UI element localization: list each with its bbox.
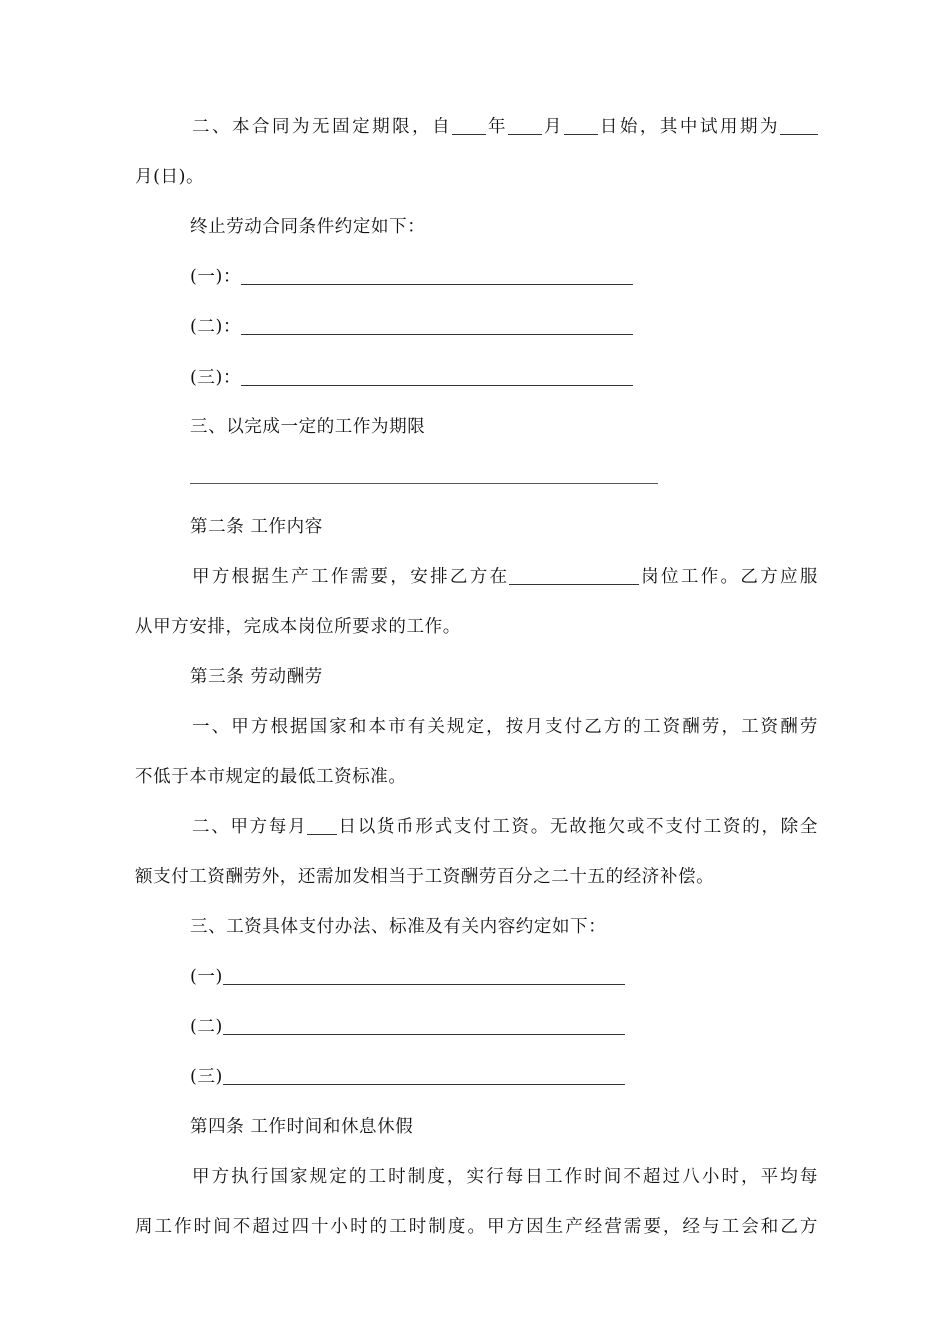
article-3-para-2-line-1: 二、甲方每月 日以货币形式支付工资。无故拖欠或不支付工资的，除全 xyxy=(192,817,818,837)
article-4-line-1: 甲方执行国家规定的工时制度，实行每日工作时间不超过八小时，平均每 xyxy=(192,1167,818,1187)
probation-blank xyxy=(780,116,818,135)
contract-term-line-2: 月(日)。 xyxy=(135,167,205,187)
month-blank xyxy=(508,116,542,135)
termination-blank-1 xyxy=(241,266,633,285)
contract-term-line xyxy=(192,115,818,139)
payday-blank xyxy=(307,816,337,835)
termination-heading: 终止劳动合同条件约定如下： xyxy=(190,217,426,237)
wage-item-2: (二) xyxy=(190,1015,625,1039)
article-2-heading: 第二条 工作内容 xyxy=(190,517,323,537)
wage-item-1: (一) xyxy=(190,965,625,989)
month-label: 月 xyxy=(542,117,564,137)
wage-item-3: (三) xyxy=(190,1065,625,1089)
article-4-line-2: 周工作时间不超过四十小时的工时制度。甲方因生产经营需要，经与工会和乙方 xyxy=(135,1217,818,1237)
wage-blank-3 xyxy=(223,1066,625,1085)
article-3-para-2-line-2: 额支付工资酬劳外，还需加发相当于工资酬劳百分之二十五的经济补偿。 xyxy=(135,867,715,887)
wage-blank-2 xyxy=(223,1016,625,1035)
termination-blank-3 xyxy=(241,367,633,386)
task-based-term-blank xyxy=(190,483,658,484)
article-3-heading: 第三条 劳动酬劳 xyxy=(190,667,323,687)
article-3-para-1-line-2: 不低于本市规定的最低工资标准。 xyxy=(135,767,407,787)
article-3-para-1-line-1: 一、甲方根据国家和本市有关规定，按月支付乙方的工资酬劳，工资酬劳 xyxy=(192,717,818,737)
article-2-line-2: 从甲方安排，完成本岗位所要求的工作。 xyxy=(135,617,461,637)
year-label: 年 xyxy=(486,117,509,137)
day-blank xyxy=(564,116,598,135)
task-based-term-heading: 三、以完成一定的工作为期限 xyxy=(190,417,426,437)
probation-text: 日始，其中试用期为 xyxy=(597,117,780,137)
termination-item-3: (三)： xyxy=(190,366,633,390)
wage-blank-1 xyxy=(223,966,625,985)
article-3-para-3-heading: 三、工资具体支付办法、标准及有关内容约定如下： xyxy=(190,917,607,937)
term-text-start: 二、本合同为无固定期限，自 xyxy=(192,117,453,137)
article-2-line-1: 甲方根据生产工作需要，安排乙方在 岗位工作。乙方应服 xyxy=(192,567,818,587)
position-blank xyxy=(509,566,639,585)
termination-item-2: (二)： xyxy=(190,315,633,339)
termination-item-1: (一)： xyxy=(190,265,633,289)
termination-blank-2 xyxy=(241,316,633,335)
year-blank xyxy=(452,116,486,135)
article-4-heading: 第四条 工作时间和休息休假 xyxy=(190,1117,414,1137)
